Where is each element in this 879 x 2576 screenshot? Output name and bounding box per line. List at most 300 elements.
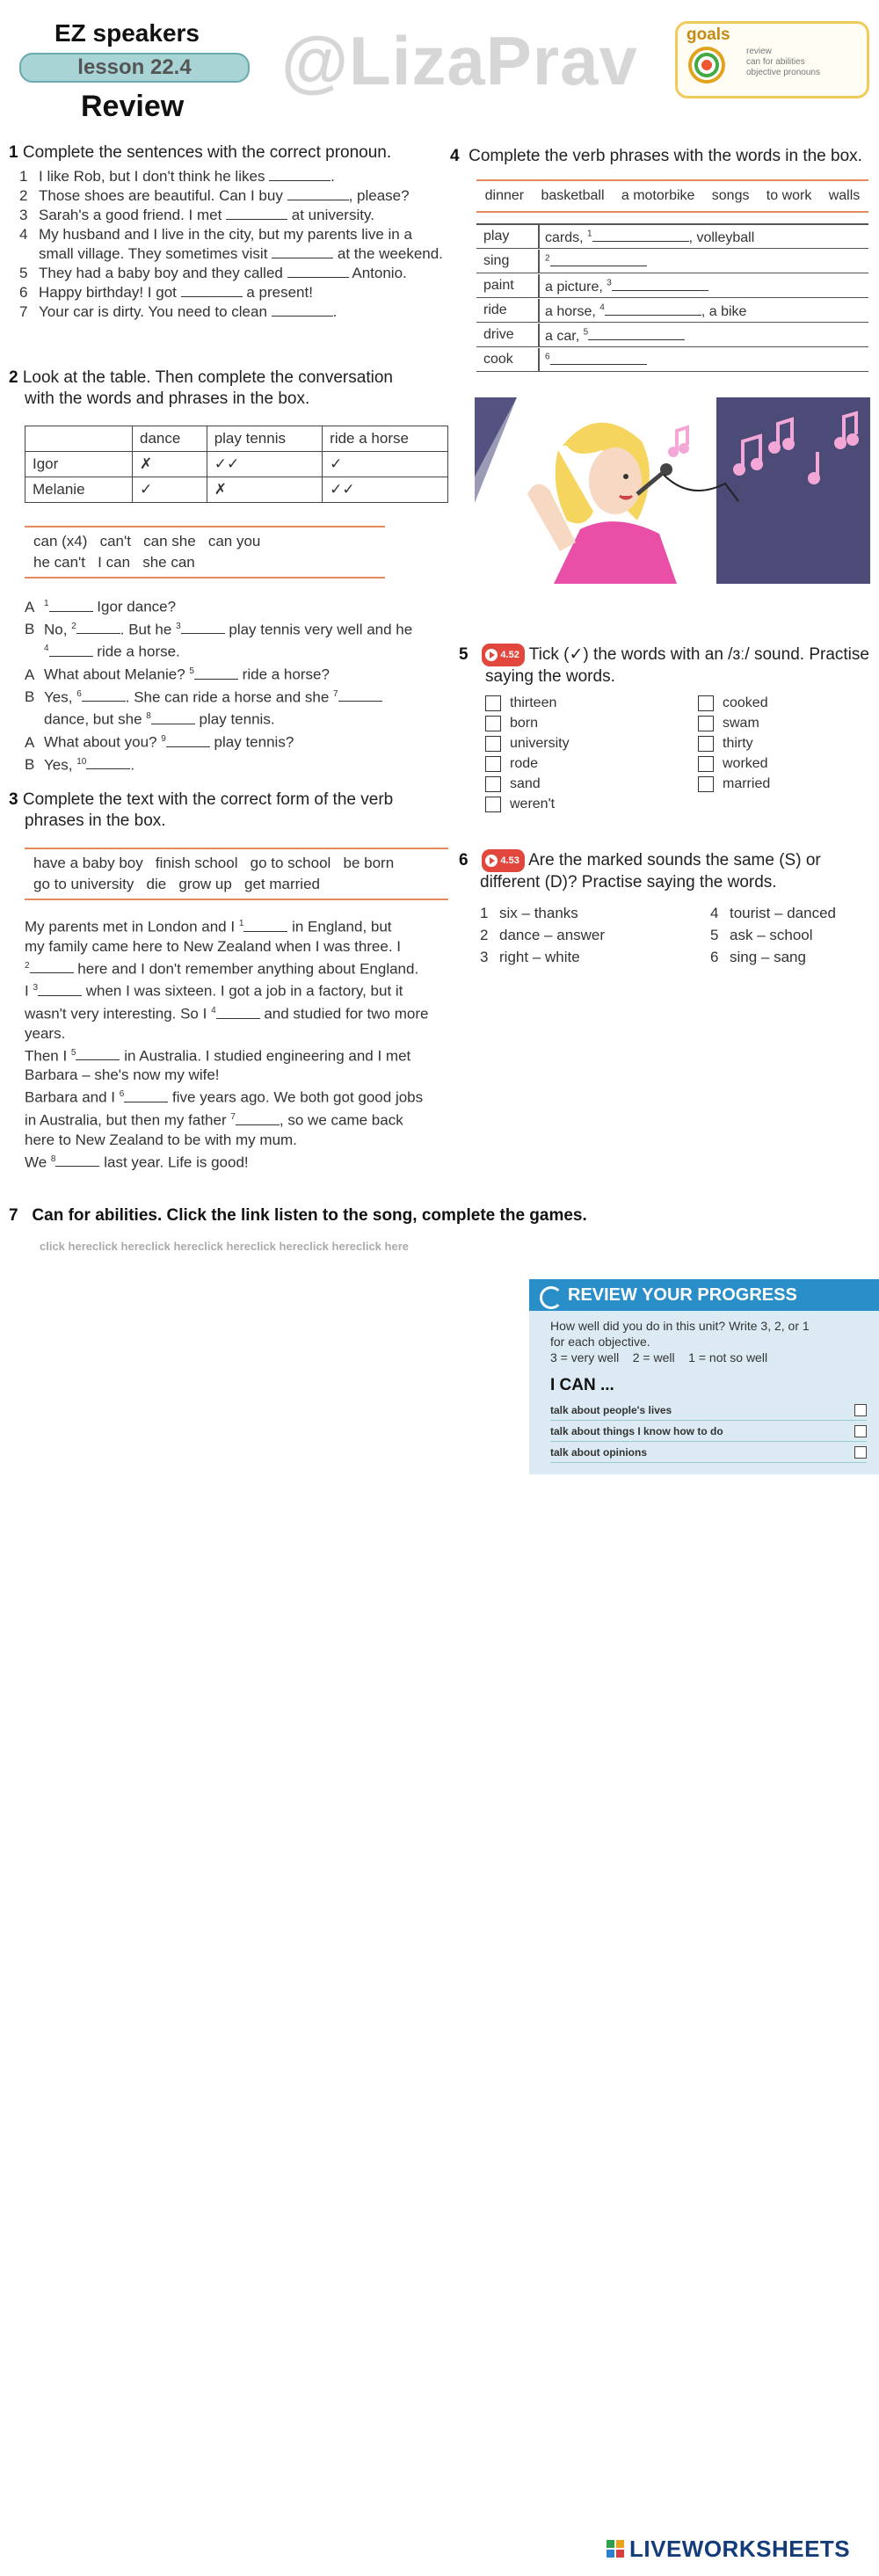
dialogue-text: . She can ride a horse and she [125,688,334,706]
item-number: 1 [480,905,489,921]
goals-list [746,47,820,78]
answer-blank[interactable] [38,983,82,996]
story-text: in Australia, but then my father [25,1111,231,1129]
checkbox-item [485,774,570,794]
section-5 [459,644,872,688]
answer-blank[interactable] [550,352,647,365]
section-instruction: with the words and phrases in the box. [25,389,310,408]
sentence-text: They had a baby boy and they called [39,265,287,281]
singer-illustration [475,397,870,584]
lesson-badge: lesson 22.4 [19,53,250,83]
phrase-text: a car, [545,329,584,344]
pair-dash: – [528,949,545,965]
checkbox-item [485,713,570,733]
dialogue-text: What about Melanie? [44,666,190,683]
dialogue-text: play tennis very well and he [224,621,413,638]
gap-number: 6 [76,688,82,699]
story-line [25,1108,455,1131]
phrase-cell [545,278,708,295]
objective-checkbox[interactable] [854,1446,867,1459]
item-number: 6 [19,284,28,301]
sentence-text: , please? [348,187,410,204]
answer-blank[interactable] [181,284,243,297]
gap-number: 5 [70,1047,76,1058]
sentence-text: Those shoes are beautiful. Can I buy [39,187,287,204]
word-checkbox[interactable] [485,736,501,752]
answer-blank[interactable] [287,187,349,200]
answer-blank[interactable] [243,919,287,932]
target-icon [688,47,725,84]
word-checkbox[interactable] [698,736,714,752]
answer-blank[interactable] [166,734,210,747]
gap-number: 4 [599,302,605,313]
answer-blank[interactable] [55,1153,99,1167]
review-progress-panel [529,1279,879,1474]
play-icon [485,855,498,867]
word-b: school [769,927,813,943]
sentence-text: Sarah's a good friend. I met [39,207,227,223]
gap-number: 5 [583,327,589,338]
dialogue-text: play tennis. [194,710,275,728]
dialogue-line [25,662,455,685]
story-line [25,937,455,957]
objective-checkbox[interactable] [854,1425,867,1437]
story-text: here to New Zealand to be with my mum. [25,1131,297,1148]
word-checkbox[interactable] [485,716,501,731]
gap-number: 1 [238,919,244,928]
goal-item: can for abilities [746,57,805,67]
dialogue-text: ride a horse? [237,666,330,683]
answer-blank[interactable] [338,688,382,702]
section-instruction: Tick (✓) the words with an /ɜː/ sound. Practise [528,645,869,665]
phrase-cell [545,327,685,345]
answer-blank[interactable] [82,688,126,702]
song-link[interactable]: click here [198,1240,251,1253]
section-3 [9,790,448,832]
word-b: white [544,949,580,965]
word-checkbox[interactable] [485,797,501,812]
answer-blank[interactable] [272,245,333,258]
story-line [25,1044,455,1066]
answer-blank[interactable] [592,229,689,242]
column-divider [538,324,540,346]
goal-item: review [746,47,772,56]
word-box-line: go to university die grow up get married [33,876,320,892]
dialogue-text: Yes, [44,756,77,774]
phrase-text: cards, [545,230,588,245]
verb-label: ride [483,302,507,317]
section-number: 5 [459,645,469,665]
gap-number: 4 [44,644,49,654]
phrase-text: , a bike [701,304,747,319]
answer-blank[interactable] [226,207,287,220]
answer-blank[interactable] [49,599,93,612]
story-text: Barbara – she's now my wife! [25,1066,220,1084]
section-1 [9,142,448,322]
gap-number: 3 [607,278,612,288]
phrase-text: , volleyball [688,230,755,245]
verb-phrase-row [476,250,868,273]
section-instruction: Are the marked sounds the same (S) or [528,851,821,870]
box-word: to work [766,188,812,203]
word-checkbox[interactable] [485,776,501,792]
story-text: We [25,1153,51,1171]
phrase-text: a horse, [545,304,600,319]
table-header: dance [133,426,207,452]
word-b: thanks [534,905,578,921]
story-text: and studied for two more [259,1005,429,1022]
dialogue-text: No, [44,621,72,638]
checkbox-label: university [510,736,570,751]
word-a: dance [499,927,541,943]
checkbox-item [698,713,770,733]
section-number: 6 [459,851,469,870]
word-checkbox[interactable] [485,695,501,711]
dialogue-line [25,685,455,708]
answer-blank[interactable] [76,621,120,634]
story-line [25,1001,455,1024]
dialogue-text: . But he [120,621,177,638]
story-text: last year. Life is good! [99,1153,249,1171]
dialogue-line [25,730,455,753]
section-2 [9,367,448,410]
phrase-cell [545,302,746,320]
box-word: basketball [541,188,605,203]
answer-blank[interactable] [49,644,93,657]
word-pairs [710,902,836,968]
section-instruction: Complete the text with the correct form of the verb [22,790,394,809]
word-checkbox[interactable] [698,756,714,772]
pair-dash: – [517,905,534,921]
song-link[interactable]: click here [92,1240,145,1253]
item-number: 5 [19,265,28,281]
section-instruction: phrases in the box. [25,811,166,830]
song-link[interactable]: click here [356,1240,409,1253]
sentence-text: a present! [242,284,313,301]
section-4 [450,146,872,167]
link-row [40,1240,409,1253]
gap-number: 7 [230,1111,236,1122]
gap-number: 1 [44,599,49,608]
speaker-label: B [25,756,35,774]
word-a: six [499,905,518,921]
item-number: 5 [710,927,719,943]
audio-button[interactable] [482,644,524,666]
gap-number: 8 [50,1153,56,1164]
sentence-item [19,186,448,206]
ability-table [25,426,448,503]
column-divider [538,274,540,297]
answer-blank[interactable] [30,960,74,973]
sentence-item [19,244,448,264]
answer-blank[interactable] [151,711,195,724]
checkbox-label: married [723,776,771,791]
section-number: 4 [450,147,460,165]
sentence-text: My husband and I live in the city, but my parents live in a [39,226,412,243]
speaker-label: A [25,666,35,683]
answer-blank[interactable] [287,265,349,278]
story-text: when I was sixteen. I got a job in a factory, but it [82,982,403,1000]
dialogue-line [25,753,455,775]
goals-title: goals [686,25,730,44]
item-number: 2 [480,927,489,943]
objective-row [550,1443,867,1463]
song-link[interactable]: click here [251,1240,303,1253]
word-pair [480,946,605,968]
story-text [25,914,455,1172]
pair-dash: – [540,927,557,943]
goals-box [675,21,869,98]
sentence-list [19,167,448,322]
gap-number: 10 [76,756,87,767]
word-pair [480,902,605,924]
review-progress-title: REVIEW YOUR PROGRESS [568,1285,797,1305]
verb-phrase-row [476,274,868,298]
story-line [25,979,455,1001]
table-cell: ✗ [207,477,322,503]
answer-blank[interactable] [588,327,685,340]
table-cell: Melanie [25,477,133,503]
liveworksheets-icon [607,2540,626,2559]
dialogue-text: Igor dance? [92,598,177,615]
brand-name: EZ speakers [54,19,200,47]
gap-number: 6 [545,352,550,362]
answer-blank[interactable] [216,1006,260,1019]
dialogue-line [25,707,455,730]
gap-number: 2 [71,621,76,631]
objective-row [550,1422,867,1442]
checkbox-label: thirty [723,736,753,751]
word-checkbox[interactable] [698,776,714,792]
checkbox-item [698,774,770,794]
section-instruction: Complete the sentences with the correct pronoun. [22,143,392,162]
checkbox-item [485,733,570,753]
word-b: answer [556,927,606,943]
item-number: 3 [480,949,489,965]
song-link[interactable]: click here [303,1240,356,1253]
sentence-item [19,225,448,244]
answer-blank[interactable] [194,666,238,680]
checkbox-item [485,753,570,774]
sentence-item [19,206,448,225]
story-text: , so we came back [279,1111,403,1129]
verb-label: drive [483,327,514,342]
answer-blank[interactable] [124,1089,168,1102]
word-pair [710,902,836,924]
column-divider [538,299,540,322]
story-line [25,1085,455,1108]
gap-number: 2 [25,960,30,971]
answer-blank[interactable] [181,621,225,634]
word-checkbox[interactable] [698,695,714,711]
dialogue-line [25,617,455,640]
liveworksheets-logo [607,2536,850,2563]
sentence-text: I like Rob, but I don't think he likes [39,168,270,185]
box-word: a motorbike [621,188,695,203]
gap-number: 9 [161,733,166,744]
story-text: in Australia. I studied engineering and I met [120,1047,411,1065]
gap-number: 8 [146,711,151,722]
review-progress-header [529,1279,879,1311]
answer-blank[interactable] [550,253,647,266]
word-checkbox[interactable] [485,756,501,772]
word-box-line: can (x4) can't can she can you [33,533,261,549]
ican-heading: I CAN ... [550,1376,614,1394]
story-line [25,1024,455,1044]
section-number: 2 [9,368,18,387]
story-text: I [25,982,33,1000]
checkbox-label: cooked [723,695,768,710]
gap-number: 2 [545,253,550,264]
pair-dash: – [770,905,788,921]
verb-label: cook [483,352,513,367]
checkbox-label: weren't [510,797,556,811]
refresh-icon [540,1286,563,1309]
word-b: sang [774,949,806,965]
checkbox-column [698,693,770,794]
text-line: for each objective. [550,1335,650,1349]
sentence-text: at the weekend. [333,245,443,262]
section-instruction: Complete the verb phrases with the words in the box. [469,147,862,165]
answer-blank[interactable] [612,278,708,291]
story-text: Barbara and I [25,1088,120,1106]
table-cell: ✓ [133,477,207,503]
objective-label: talk about people's lives [550,1404,672,1416]
verb-label: sing [483,253,510,268]
story-text: years. [25,1024,66,1042]
speaker-label: B [25,621,35,638]
answer-blank[interactable] [76,1047,120,1060]
word-a: ask [730,927,753,943]
story-line [25,914,455,937]
sentence-text: . [332,303,338,320]
gap-number: 3 [176,621,181,631]
page-title: Review [81,90,185,123]
phrase-cell [545,352,647,369]
table-header [25,426,133,452]
item-number: 2 [19,187,28,204]
dialogue-text: What about you? [44,733,162,751]
checkbox-label: rode [510,756,539,771]
word-a: right [499,949,529,965]
checkbox-column [485,693,570,814]
speaker-label: A [25,733,35,751]
story-text: my family came here to New Zealand when I was three. I [25,937,402,955]
gap-number: 7 [333,688,338,699]
story-line [25,1150,455,1173]
dialogue-line [25,594,455,617]
section-instruction: saying the words. [485,667,615,686]
section-6 [459,849,872,893]
gap-number: 4 [211,1005,216,1015]
dialogue-text: . [130,756,135,774]
audio-track-number: 4.53 [500,855,519,866]
phrase-cell [545,253,647,271]
sentence-text: Antonio. [348,265,407,281]
table-row [25,477,448,503]
checkbox-label: worked [723,756,768,771]
section-number: 7 [9,1206,18,1225]
table-header: play tennis [207,426,322,452]
table-cell: ✓✓ [323,477,448,503]
verb-label: play [483,229,510,244]
answer-blank[interactable] [236,1112,280,1125]
audio-button[interactable] [482,849,524,872]
answer-blank[interactable] [86,756,130,769]
item-number: 6 [710,949,719,965]
word-pair [710,946,836,968]
item-number: 1 [19,168,28,185]
phrase-text: a picture, [545,280,607,295]
phrase-cell [545,229,754,246]
word-pair [480,924,605,946]
objective-label: talk about things I know how to do [550,1425,723,1437]
story-text: My parents met in London and I [25,918,239,935]
checkbox-item [698,693,770,713]
word-box-line: he can't I can she can [33,554,195,571]
dialogue-line [25,639,455,662]
text-line: How well did you do in this unit? Write 3, 2, or 1 [550,1319,810,1333]
verb-phrase-box [25,848,448,900]
song-link[interactable]: click here [145,1240,198,1253]
objective-label: talk about opinions [550,1446,647,1459]
gap-number: 1 [587,229,592,239]
answer-blank[interactable] [605,302,701,316]
gap-number: 5 [189,666,194,676]
pair-dash: – [757,949,774,965]
sentence-text: Happy birthday! I got [39,284,181,301]
audio-track-number: 4.52 [500,650,519,660]
item-number: 7 [19,303,28,320]
objective-row [550,1401,867,1421]
checkbox-label: sand [510,776,541,791]
dialogue-text: Yes, [44,688,77,706]
objective-checkbox[interactable] [854,1404,867,1416]
author-watermark: @LizaPrav [281,22,638,99]
word-checkbox[interactable] [698,716,714,731]
column-divider [538,348,540,371]
verb-phrase-row [476,348,868,372]
column-divider [538,250,540,273]
conversation [25,594,455,775]
pair-dash: – [752,927,770,943]
checkbox-item [698,733,770,753]
story-line [25,957,455,979]
box-word: dinner [484,188,525,203]
verb-label: paint [483,278,514,293]
dialogue-text: play tennis? [209,733,294,751]
box-word: walls [828,188,861,203]
checkbox-item [698,753,770,774]
story-line [25,1066,455,1085]
goal-item: objective pronouns [746,68,820,77]
song-link[interactable]: click here [40,1240,92,1253]
answer-blank[interactable] [272,303,333,317]
verb-phrase-row [476,324,868,347]
table-row [25,452,448,477]
story-text: in England, but [287,918,392,935]
sentence-text: small village. They sometimes visit [39,245,272,262]
gap-number: 6 [119,1089,125,1100]
story-text: here and I don't remember anything about England. [73,960,419,978]
table-header: ride a horse [323,426,448,452]
section-number: 1 [9,143,18,162]
answer-blank[interactable] [269,168,331,181]
section-number: 3 [9,790,18,809]
table-cell: ✗ [133,452,207,477]
sentence-item [19,167,448,186]
sentence-text: at university. [287,207,374,223]
